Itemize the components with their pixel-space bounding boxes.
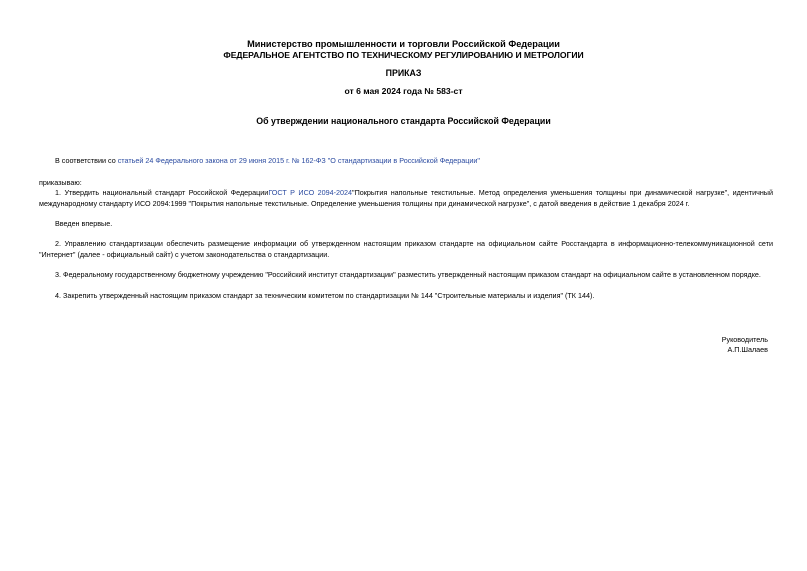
paragraph-1-text: "Покрытия напольные текстильные. Метод определения уменьшения толщины при динамической нагрузке", идентичный международному стандарту ИСО 2094:1999 "Покрытия напольные текстильные. Определение уменьшения толщины при динамической нагрузке", с датой введения в действие 1 декабря 2024 г. bbox=[39, 188, 773, 208]
document-date-number: от 6 мая 2024 года № 583-ст bbox=[344, 86, 463, 96]
document-title: Об утверждении национального стандарта Российской Федерации bbox=[256, 116, 551, 126]
document-type: ПРИКАЗ bbox=[385, 68, 422, 78]
paragraph-1 bbox=[39, 187, 773, 209]
signature-name: А.П.Шалаев bbox=[727, 345, 768, 354]
first-introduced-note: Введен впервые. bbox=[55, 219, 113, 228]
agency-name: ФЕДЕРАЛЬНОЕ АГЕНТСТВО ПО ТЕХНИЧЕСКОМУ РЕГУЛИРОВАНИЮ И МЕТРОЛОГИИ bbox=[223, 50, 584, 60]
order-word: приказываю: bbox=[39, 178, 82, 187]
standard-link[interactable]: ГОСТ Р ИСО 2094-2024 bbox=[268, 188, 353, 197]
law-link[interactable]: статьей 24 Федерального закона от 29 июня 2015 г. № 162-ФЗ "О стандартизации в Российской Федерации" bbox=[117, 156, 480, 165]
paragraph-3: 3. Федеральному государственному бюджетному учреждению "Российский институт стандартизации" разместить утвержденный настоящим приказом стандарт на официальном сайте в установленном порядке. bbox=[55, 270, 761, 279]
paragraph-4: 4. Закрепить утвержденный настоящим приказом стандарт за техническим комитетом по стандартизации № 144 "Строительные материалы и изделия" (ТК 144). bbox=[55, 291, 595, 300]
preamble-text: В соответствии со bbox=[55, 156, 118, 165]
ministry-name: Министерство промышленности и торговли Российской Федерации bbox=[247, 39, 560, 49]
paragraph-1-prefix: 1. Утвердить национальный стандарт Российской Федерации bbox=[55, 188, 269, 197]
paragraph-2: 2. Управлению стандартизации обеспечить размещение информации об утвержденном настоящим приказом стандарте на официальном сайте Росстандарта в информационно-телекоммуникационной сети "Интернет" (далее - официальный сайт) с учетом законодательства о стандартизации. bbox=[39, 239, 773, 259]
preamble bbox=[39, 155, 773, 166]
signature-position: Руководитель bbox=[721, 335, 768, 344]
